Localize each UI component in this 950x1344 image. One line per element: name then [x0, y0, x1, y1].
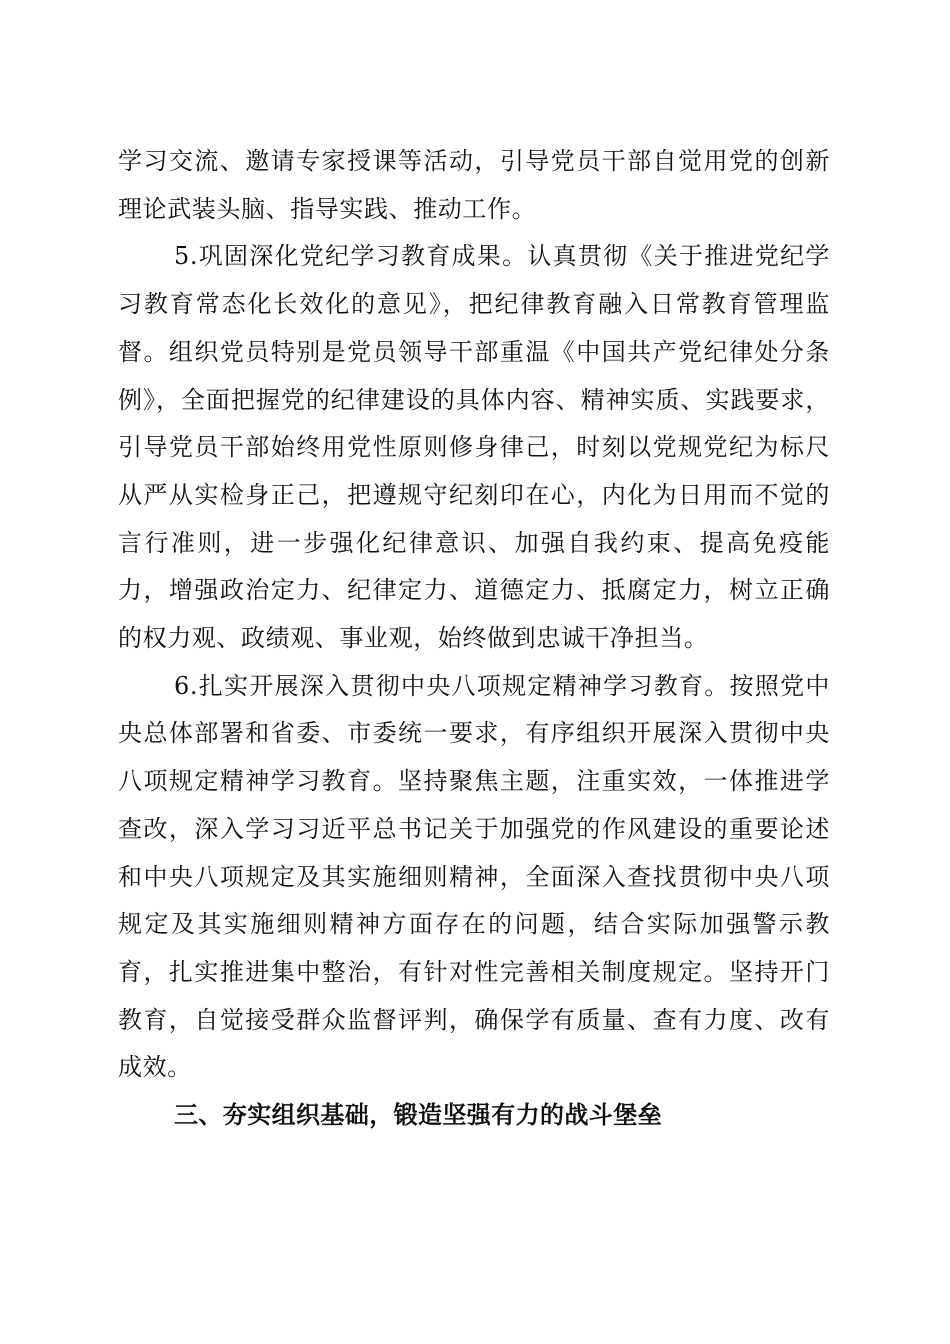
- section-heading: 三、夯实组织基础，锻造坚强有力的战斗堡垒: [174, 1101, 662, 1130]
- paragraph-continuation: 学习交流、邀请专家授课等活动，引导党员干部自觉用党的创新理论武装头脑、指导实践、推动工作。: [118, 147, 830, 223]
- paragraph-item-5: 5.巩固深化党纪学习教育成果。认真贯彻《关于推进党纪学习教育常态化长效化的意见》，把纪律教育融入日常教育管理监督。组织党员特别是党员领导干部重温《中国共产党纪律处分条例》，全面把握党的纪律建设的具体内容、精神实质、实践要求，引导党员干部始终用党性原则修身律己，时刻以党规党纪为标尺从严从实检身正己，把遵规守纪刻印在心，内化为日用而不觉的言行准则，进一步强化纪律意识、加强自我约束、提高免疫能力，增强政治定力、纪律定力、道德定力、抵腐定力，树立正确的权力观、政绩观、事业观，始终做到忠诚干净担当。: [118, 242, 830, 653]
- document-body: [118, 138, 830, 1140]
- paragraph-item-6: 6.扎实开展深入贯彻中央八项规定精神学习教育。按照党中央总体部署和省委、市委统一要求，有序组织开展深入贯彻中央八项规定精神学习教育。坚持聚焦主题，注重实效，一体推进学查改，深入学习习近平总书记关于加强党的作风建设的重要论述和中央八项规定及其实施细则精神，全面深入查找贯彻中央八项规定及其实施细则精神方面存在的问题，结合实际加强警示教育，扎实推进集中整治，有针对性完善相关制度规定。坚持开门教育，自觉接受群众监督评判，确保学有质量、查有力度、改有成效。: [118, 671, 830, 1082]
